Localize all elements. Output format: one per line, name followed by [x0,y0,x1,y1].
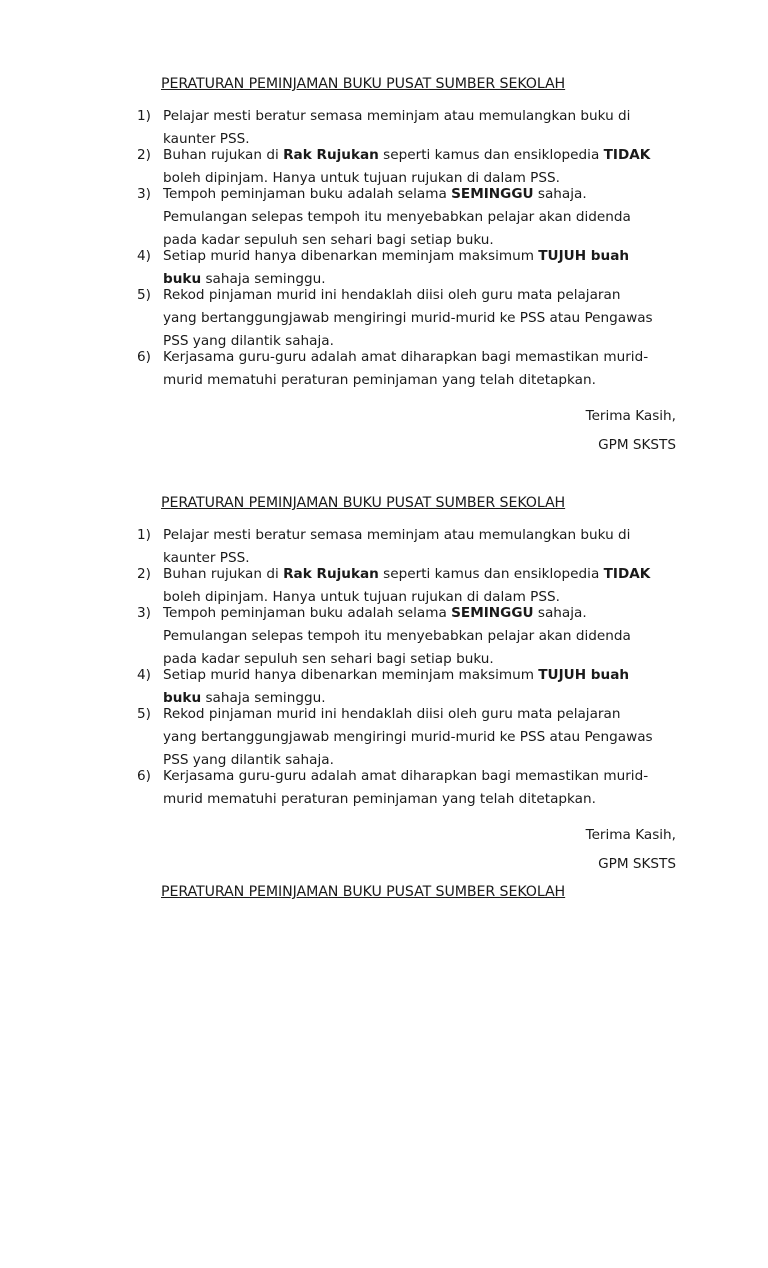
rule-number: 1) [137,527,151,543]
rule-line [163,791,596,807]
rule-line [163,333,334,349]
emphasis-text: SEMINGGU [451,186,534,202]
closing-signature: GPM SKSTS [598,856,676,872]
notice-title: PERATURAN PEMINJAMAN BUKU PUSAT SUMBER SEKOLAH [161,495,566,511]
rule-line [163,706,620,722]
rule-text: kaunter PSS. [163,550,250,566]
rule-line [163,170,560,186]
emphasis-text: TIDAK [603,566,651,582]
rule-text: Setiap murid hanya dibenarkan meminjam maksimum [163,248,539,264]
rule-number: 3) [137,186,151,202]
rule-text: Buhan rujukan di [163,566,284,582]
rule-text: Pelajar mesti beratur semasa meminjam atau memulangkan buku di [163,527,631,543]
rule-line [163,248,629,264]
rule-number: 4) [137,667,151,683]
rule-text: Tempoh peminjaman buku adalah selama [163,186,452,202]
rule-line [163,752,334,768]
emphasis-text: SEMINGGU [451,605,534,621]
rule-text: Buhan rujukan di [163,147,284,163]
rule-text: Setiap murid hanya dibenarkan meminjam maksimum [163,667,539,683]
rule-line [163,310,653,326]
rule-text: kaunter PSS. [163,131,250,147]
emphasis-text: TIDAK [603,147,651,163]
rule-line [163,147,650,163]
rule-text: Tempoh peminjaman buku adalah selama [163,605,452,621]
rules-notice-1 [0,0,768,460]
rule-text: murid mematuhi peraturan peminjaman yang telah ditetapkan. [163,372,596,388]
rule-text: Pemulangan selepas tempoh itu menyebabkan pelajar akan didenda [163,209,631,225]
rule-text: sahaja seminggu. [201,690,326,706]
rule-line [163,232,494,248]
rule-line [163,589,560,605]
rule-text: Kerjasama guru-guru adalah amat diharapkan bagi memastikan murid- [163,768,649,784]
rule-text: pada kadar sepuluh sen sehari bagi setiap buku. [163,232,494,248]
rule-text: boleh dipinjam. Hanya untuk tujuan rujukan di dalam PSS. [163,170,560,186]
rule-number: 1) [137,108,151,124]
rule-text: yang bertanggungjawab mengiringi murid-murid ke PSS atau Pengawas [163,729,653,745]
rule-line [163,287,620,303]
rules-notice-3 [0,808,768,1268]
rule-line [163,729,653,745]
emphasis-text: TUJUH buah [538,248,630,264]
rule-text: sahaja. [533,605,587,621]
rule-number: 6) [137,768,151,784]
notice-title: PERATURAN PEMINJAMAN BUKU PUSAT SUMBER SEKOLAH [161,76,566,92]
rule-number: 6) [137,349,151,365]
rule-text: pada kadar sepuluh sen sehari bagi setiap buku. [163,651,494,667]
rule-number: 4) [137,248,151,264]
emphasis-text: Rak Rujukan [283,566,379,582]
closing-thanks: Terima Kasih, [585,827,676,843]
rule-text: Pelajar mesti beratur semasa meminjam atau memulangkan buku di [163,108,631,124]
rule-line [163,628,631,644]
rule-number: 2) [137,147,151,163]
rule-line [163,209,631,225]
rule-line [163,768,648,784]
rule-line [163,372,596,388]
rule-text: sahaja seminggu. [201,271,326,287]
rule-text: yang bertanggungjawab mengiringi murid-murid ke PSS atau Pengawas [163,310,653,326]
rule-number: 5) [137,287,151,303]
rule-text: Rekod pinjaman murid ini hendaklah diisi oleh guru mata pelajaran [163,706,621,722]
rule-line [163,667,629,683]
rule-line [163,271,326,287]
rule-line [163,651,494,667]
rule-text: Rekod pinjaman murid ini hendaklah diisi oleh guru mata pelajaran [163,287,621,303]
rule-number: 2) [137,566,151,582]
rule-line [163,349,648,365]
rule-text: sahaja. [533,186,587,202]
emphasis-text: buku [163,271,202,287]
rule-line [163,131,250,147]
rule-line [163,605,587,621]
emphasis-text: buku [163,690,202,706]
rule-line [163,690,326,706]
rule-text: boleh dipinjam. Hanya untuk tujuan rujukan di dalam PSS. [163,589,560,605]
rule-line [163,186,587,202]
closing-signature: GPM SKSTS [598,437,676,453]
rule-number: 3) [137,605,151,621]
rule-line [163,527,630,543]
rule-text: Pemulangan selepas tempoh itu menyebabkan pelajar akan didenda [163,628,631,644]
closing-thanks: Terima Kasih, [585,408,676,424]
rule-text: Kerjasama guru-guru adalah amat diharapkan bagi memastikan murid- [163,349,649,365]
rule-text: PSS yang dilantik sahaja. [163,333,334,349]
rule-text: seperti kamus dan ensiklopedia [378,147,604,163]
rule-line [163,550,250,566]
rule-line [163,108,630,124]
rule-text: PSS yang dilantik sahaja. [163,752,334,768]
emphasis-text: TUJUH buah [538,667,630,683]
rule-text: murid mematuhi peraturan peminjaman yang telah ditetapkan. [163,791,596,807]
emphasis-text: Rak Rujukan [283,147,379,163]
notice-title: PERATURAN PEMINJAMAN BUKU PUSAT SUMBER SEKOLAH [161,884,566,900]
rule-text: seperti kamus dan ensiklopedia [378,566,604,582]
rule-number: 5) [137,706,151,722]
rule-line [163,566,650,582]
